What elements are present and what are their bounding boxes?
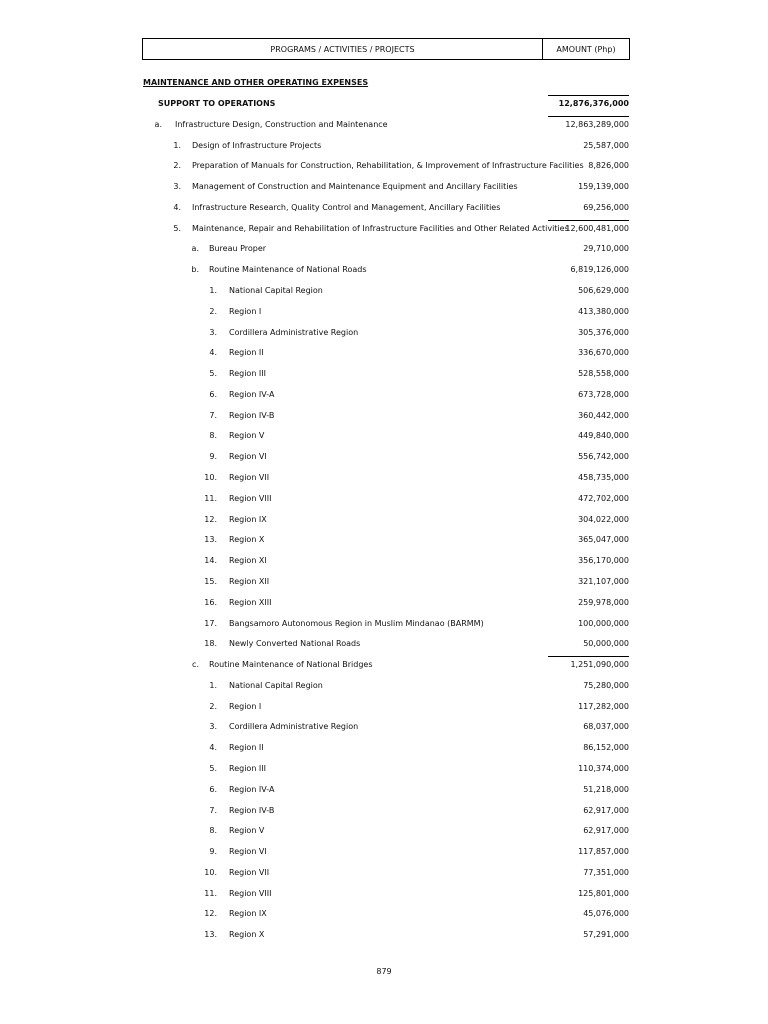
line-item	[0, 722, 768, 734]
item-number: 5.	[209, 369, 217, 379]
line-item	[0, 203, 768, 215]
item-label: Region XII	[229, 576, 270, 586]
item-number: 2.	[209, 306, 217, 316]
line-item	[0, 141, 768, 153]
item-number: 4.	[209, 348, 217, 358]
item-number: 17.	[204, 618, 217, 628]
item-label: Region X	[229, 535, 265, 545]
item-label: Region IV-A	[229, 784, 275, 794]
line-item	[0, 619, 768, 631]
line-item	[0, 847, 768, 859]
item-label: Region X	[229, 930, 265, 940]
item-label: Region VIII	[229, 888, 272, 898]
line-item	[0, 826, 768, 838]
line-item	[0, 390, 768, 402]
item-label: Region II	[229, 348, 264, 358]
line-item	[0, 535, 768, 547]
item-amount: 86,152,000	[583, 743, 629, 753]
item-amount: 117,857,000	[578, 847, 629, 857]
item-label: Newly Converted National Roads	[229, 639, 361, 649]
item-number: 14.	[204, 556, 217, 566]
line-item	[0, 431, 768, 443]
item-amount: 305,376,000	[578, 327, 629, 337]
item-amount: 304,022,000	[578, 514, 629, 524]
line-item	[0, 764, 768, 776]
item-amount: 159,139,000	[578, 182, 629, 192]
line-item	[0, 639, 768, 651]
item-number: 11.	[204, 493, 217, 503]
item-amount: 259,978,000	[578, 597, 629, 607]
item-amount: 75,280,000	[583, 680, 629, 690]
line-item	[0, 120, 768, 132]
line-item	[0, 244, 768, 256]
item-label: Management of Construction and Maintenance Equipment and Ancillary Facilities	[192, 182, 518, 192]
item-label: Preparation of Manuals for Construction, Rehabilitation, & Improvement of Infrastructure Facilities	[192, 161, 584, 171]
item-amount: 413,380,000	[578, 306, 629, 316]
item-label: Design of Infrastructure Projects	[192, 140, 322, 150]
item-amount: 8,826,000	[588, 161, 629, 171]
item-amount: 50,000,000	[583, 639, 629, 649]
item-label: Maintenance, Repair and Rehabilitation of Infrastructure Facilities and Other Related Activities	[192, 223, 569, 233]
item-amount: 29,710,000	[583, 244, 629, 254]
line-item	[0, 411, 768, 423]
item-number: 12.	[204, 514, 217, 524]
item-number: 5.	[173, 223, 181, 233]
item-number: 16.	[204, 597, 217, 607]
item-amount: 506,629,000	[578, 286, 629, 296]
item-number: 13.	[204, 535, 217, 545]
line-item	[0, 909, 768, 921]
item-number: 18.	[204, 639, 217, 649]
item-amount: 336,670,000	[578, 348, 629, 358]
item-amount: 12,863,289,000	[565, 119, 629, 129]
item-label: SUPPORT TO OPERATIONS	[158, 99, 276, 108]
item-label: Region V	[229, 826, 265, 836]
line-item	[0, 265, 768, 277]
line-item	[0, 452, 768, 464]
item-number: 3.	[209, 722, 217, 732]
item-amount: 12,876,376,000	[558, 99, 629, 108]
line-item	[0, 182, 768, 194]
item-amount: 45,076,000	[583, 909, 629, 919]
item-label: Region XIII	[229, 597, 272, 607]
line-item	[0, 99, 768, 111]
line-item	[0, 868, 768, 880]
item-label: Region XI	[229, 556, 267, 566]
item-amount: 69,256,000	[583, 202, 629, 212]
item-amount: 458,735,000	[578, 473, 629, 483]
line-item	[0, 556, 768, 568]
item-label: Bureau Proper	[209, 244, 267, 254]
item-number: 3.	[209, 327, 217, 337]
item-number: 15.	[204, 576, 217, 586]
item-number: a.	[191, 244, 199, 254]
item-number: 1.	[209, 286, 217, 296]
item-label: Region IV-A	[229, 389, 275, 399]
item-label: Cordillera Administrative Region	[229, 722, 359, 732]
line-item	[0, 743, 768, 755]
item-number: 9.	[209, 847, 217, 857]
item-number: 1.	[209, 680, 217, 690]
line-item	[0, 348, 768, 360]
item-label: Region IV-B	[229, 805, 275, 815]
item-label: National Capital Region	[229, 286, 323, 296]
item-label: Region III	[229, 369, 267, 379]
line-item	[0, 930, 768, 942]
item-number: 6.	[209, 389, 217, 399]
line-item	[0, 785, 768, 797]
item-amount: 12,600,481,000	[565, 223, 629, 233]
item-label: Cordillera Administrative Region	[229, 327, 359, 337]
item-number: 10.	[204, 473, 217, 483]
header-amount: AMOUNT (Php)	[556, 44, 616, 54]
item-label: Region VI	[229, 847, 267, 857]
item-amount: 25,587,000	[583, 140, 629, 150]
item-amount: 51,218,000	[583, 784, 629, 794]
item-label: Region IX	[229, 514, 267, 524]
item-label: Region III	[229, 763, 267, 773]
item-number: 8.	[209, 826, 217, 836]
item-number: 4.	[173, 202, 181, 212]
line-item	[0, 577, 768, 589]
item-amount: 57,291,000	[583, 930, 629, 940]
item-label: Region I	[229, 306, 262, 316]
line-item	[0, 328, 768, 340]
item-amount: 62,917,000	[583, 826, 629, 836]
item-number: 2.	[173, 161, 181, 171]
line-item	[0, 161, 768, 173]
item-number: 1.	[173, 140, 181, 150]
item-amount: 110,374,000	[578, 763, 629, 773]
item-amount: 1,251,090,000	[570, 660, 629, 670]
item-amount: 62,917,000	[583, 805, 629, 815]
item-label: Region II	[229, 743, 264, 753]
item-number: 4.	[209, 743, 217, 753]
item-number: 5.	[209, 763, 217, 773]
item-label: Region VII	[229, 867, 270, 877]
item-number: 6.	[209, 784, 217, 794]
line-item	[0, 494, 768, 506]
item-number: 10.	[204, 867, 217, 877]
section-title: MAINTENANCE AND OTHER OPERATING EXPENSES	[143, 78, 369, 87]
subtotal-rule	[548, 656, 629, 657]
item-number: a.	[154, 119, 162, 129]
item-number: 2.	[209, 701, 217, 711]
item-label: Infrastructure Research, Quality Control and Management, Ancillary Facilities	[192, 202, 501, 212]
item-number: 11.	[204, 888, 217, 898]
line-item	[0, 515, 768, 527]
item-label: Region VIII	[229, 493, 272, 503]
item-number: 7.	[209, 410, 217, 420]
line-item	[0, 307, 768, 319]
item-amount: 673,728,000	[578, 389, 629, 399]
item-amount: 100,000,000	[578, 618, 629, 628]
line-item	[0, 473, 768, 485]
line-item	[0, 681, 768, 693]
line-item	[0, 889, 768, 901]
item-amount: 321,107,000	[578, 576, 629, 586]
subtotal-rule	[548, 220, 629, 221]
item-amount: 365,047,000	[578, 535, 629, 545]
item-number: 8.	[209, 431, 217, 441]
line-item	[0, 224, 768, 236]
subtotal-rule	[548, 95, 629, 96]
subtotal-rule	[548, 116, 629, 117]
item-number: 7.	[209, 805, 217, 815]
item-label: Region V	[229, 431, 265, 441]
item-label: Region VII	[229, 473, 270, 483]
line-item	[0, 598, 768, 610]
item-label: Region VI	[229, 452, 267, 462]
item-label: Routine Maintenance of National Roads	[209, 265, 367, 275]
item-number: c.	[192, 660, 199, 670]
item-number: 12.	[204, 909, 217, 919]
item-label: Region IX	[229, 909, 267, 919]
line-item	[0, 702, 768, 714]
header-programs: PROGRAMS / ACTIVITIES / PROJECTS	[143, 39, 543, 59]
item-label: Infrastructure Design, Construction and Maintenance	[175, 119, 388, 129]
item-amount: 449,840,000	[578, 431, 629, 441]
item-amount: 117,282,000	[578, 701, 629, 711]
item-amount: 528,558,000	[578, 369, 629, 379]
item-label: National Capital Region	[229, 680, 323, 690]
item-amount: 356,170,000	[578, 556, 629, 566]
item-label: Region I	[229, 701, 262, 711]
item-label: Region IV-B	[229, 410, 275, 420]
line-item	[0, 806, 768, 818]
item-amount: 360,442,000	[578, 410, 629, 420]
item-number: b.	[191, 265, 199, 275]
item-label: Bangsamoro Autonomous Region in Muslim Mindanao (BARMM)	[229, 618, 484, 628]
page-number: 879	[376, 967, 392, 976]
item-number: 3.	[173, 182, 181, 192]
item-label: Routine Maintenance of National Bridges	[209, 660, 373, 670]
line-item	[0, 286, 768, 298]
item-number: 13.	[204, 930, 217, 940]
item-amount: 472,702,000	[578, 493, 629, 503]
line-item	[0, 369, 768, 381]
item-amount: 125,801,000	[578, 888, 629, 898]
item-number: 9.	[209, 452, 217, 462]
line-item	[0, 660, 768, 672]
item-amount: 68,037,000	[583, 722, 629, 732]
item-amount: 77,351,000	[583, 867, 629, 877]
item-amount: 6,819,126,000	[570, 265, 629, 275]
item-amount: 556,742,000	[578, 452, 629, 462]
